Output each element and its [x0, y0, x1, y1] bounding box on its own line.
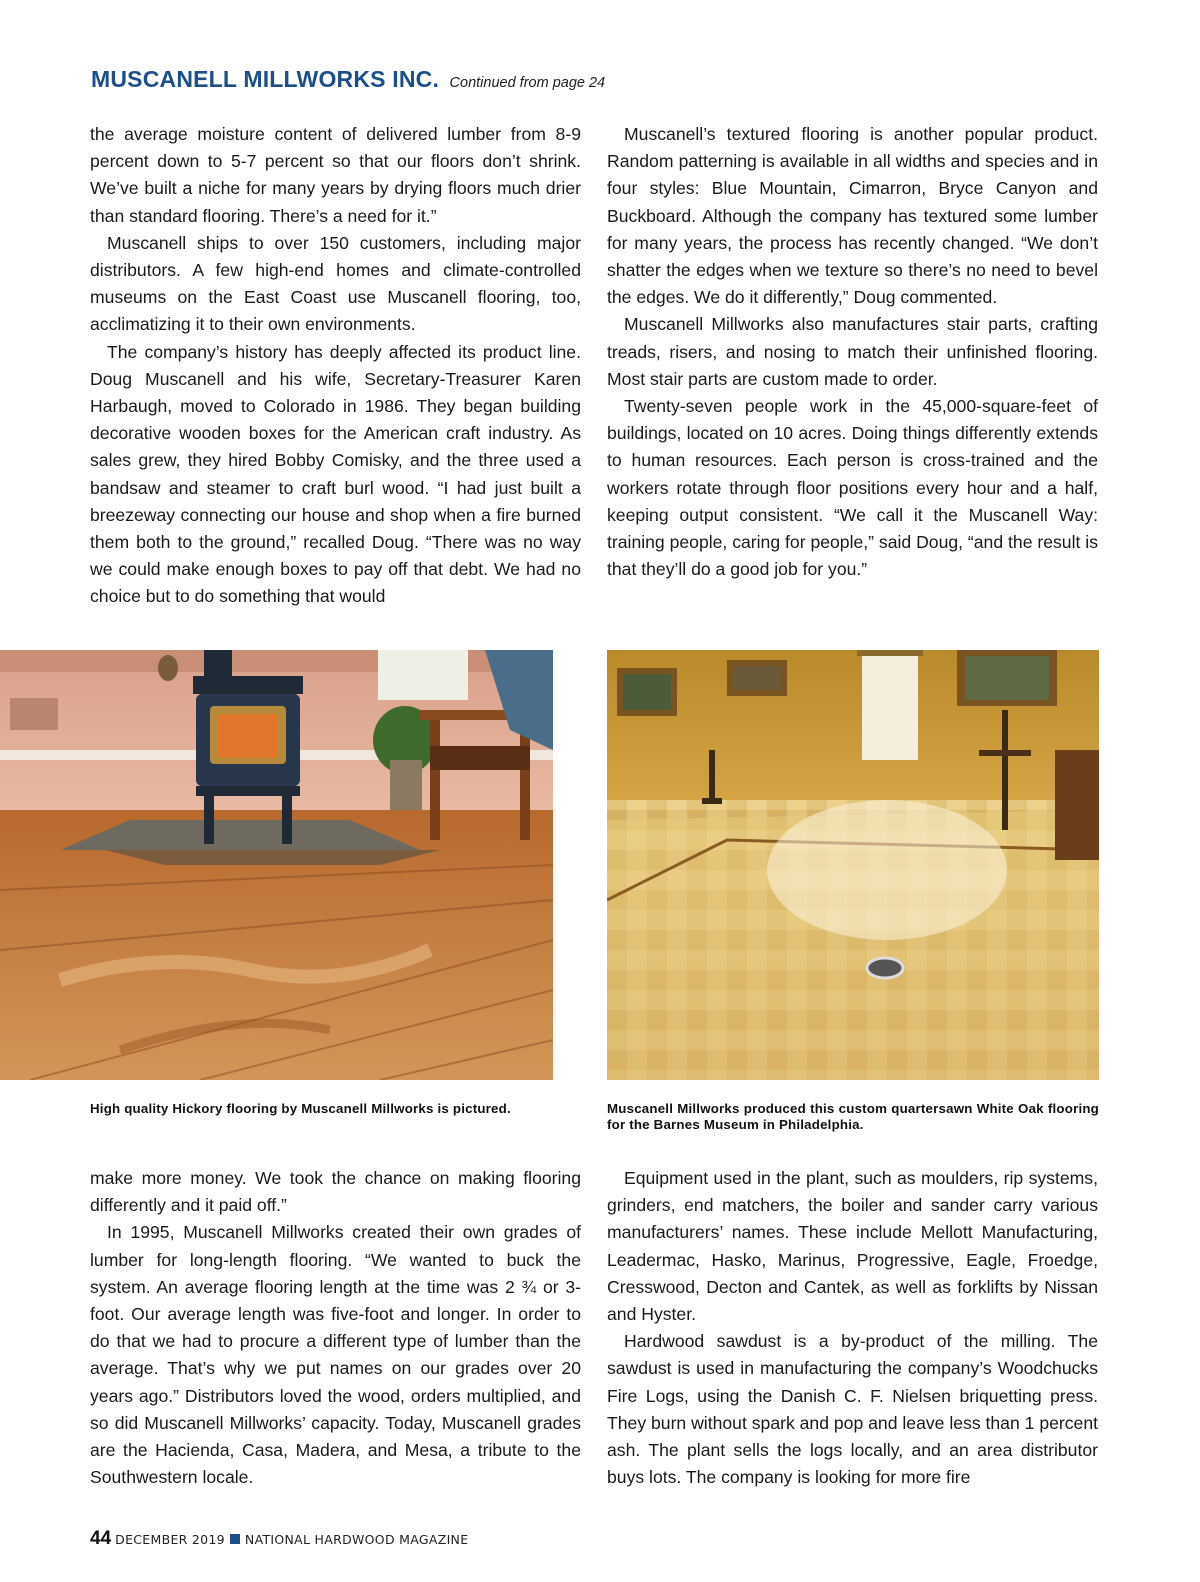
square-bullet-icon	[230, 1534, 240, 1544]
paragraph: Muscanell Millworks also manufactures stair parts, crafting treads, risers, and nosing to match their unfinished flooring. Most stair parts are custom made to order.	[607, 314, 1098, 389]
paragraph: the average moisture content of delivered lumber from 8-9 percent down to 5-7 percent so that our floors don’t shrink. We’ve built a niche for many years by drying floors much drier than standard flooring. There’s a need for it.”	[90, 124, 581, 226]
column-top-right	[607, 121, 1098, 583]
column-bottom-right	[607, 1165, 1098, 1491]
white-oak-floor-photo	[607, 650, 1099, 1080]
continued-note: Continued from page 24	[449, 75, 606, 91]
article-title: MUSCANELL MILLWORKS INC.	[91, 66, 440, 92]
paragraph: Hardwood sawdust is a by-product of the milling. The sawdust is used in manufacturing the company’s Woodchucks Fire Logs, using the Danish C. F. Nielsen briquetting press. They burn without spark and pop and leave less than 1 percent ash. The plant sells the logs locally, and an area distributor buys lots. The company is looking for more fire	[607, 1331, 1098, 1488]
article-header	[91, 66, 605, 93]
paragraph: Muscanell’s textured flooring is another popular product. Random patterning is available in all widths and species and in four styles: Blue Mountain, Cimarron, Bryce Canyon and Buckboard. Although the company has textured some lumber for many years, the process has recently changed. “We don’t shatter the edges when we texture so there’s no need to bevel the edges. We do it differently,” Doug commented.	[607, 124, 1098, 308]
photo-caption-right: Muscanell Millworks produced this custom quartersawn White Oak flooring for the Barnes Museum in Philadelphia.	[607, 1101, 1099, 1132]
hickory-floor-photo	[0, 650, 553, 1080]
issue-date: DECEMBER 2019	[115, 1532, 225, 1547]
paragraph: Muscanell ships to over 150 customers, including major distributors. A few high-end homes and climate-controlled museums on the East Coast use Muscanell flooring, too, acclimatizing it to their own environments.	[90, 232, 581, 335]
hickory-floor-illustration	[0, 650, 553, 1080]
paragraph: The company’s history has deeply affected its product line. Doug Muscanell and his wife, Secretary-Treasurer Karen Harbaugh, moved to Colorado in 1986. They began building decorative wooden boxes for the American craft industry. As sales grew, they hired Bobby Comisky, and the three used a bandsaw and steamer to craft burl wood. “I had just built a breezeway connecting our house and shop when a fire burned them both to the ground,” recalled Doug. “There was no way we could make enough boxes to pay off that debt. We had no choice but to do something that would	[90, 341, 581, 607]
paragraph: In 1995, Muscanell Millworks created their own grades of lumber for long-length flooring. “We wanted to buck the system. An average flooring length at the time was 2 ¾ or 3-foot. Our average length was five-foot and longer. In order to do that we had to procure a different type of lumber than the average. That’s why we put names on our grades over 20 years ago.” Distributors loved the wood, orders multiplied, and so did Muscanell Millworks’ capacity. Today, Muscanell grades are the Hacienda, Casa, Madera, and Mesa, a tribute to the Southwestern locale.	[90, 1222, 581, 1488]
photo-caption-left: High quality Hickory flooring by Muscanell Millworks is pictured.	[90, 1101, 511, 1116]
page-footer	[90, 1528, 468, 1550]
column-bottom-left	[90, 1165, 581, 1491]
publication-name: NATIONAL HARDWOOD MAGAZINE	[244, 1532, 469, 1547]
paragraph: Equipment used in the plant, such as moulders, rip systems, grinders, end matchers, the boiler and sander carry various manufacturers’ names. These include Mellott Manufacturing, Leadermac, Hasko, Marinus, Progressive, Eagle, Froedge, Cresswood, Decton and Cantek, as well as forklifts by Nissan and Hyster.	[607, 1168, 1098, 1325]
page-number: 44	[90, 1528, 112, 1549]
paragraph: Twenty-seven people work in the 45,000-square-feet of buildings, located on 10 acres. Doing things differently extends to human resources. Each person is cross-trained and the workers rotate through floor positions every hour and a half, keeping output consistent. “We call it the Muscanell Way: training people, caring for people,” said Doug, “and the result is that they’ll do a good job for you.”	[607, 396, 1098, 580]
column-top-left	[90, 121, 581, 611]
white-oak-floor-illustration	[607, 650, 1099, 1080]
paragraph: make more money. We took the chance on making flooring differently and it paid off.”	[90, 1168, 581, 1216]
